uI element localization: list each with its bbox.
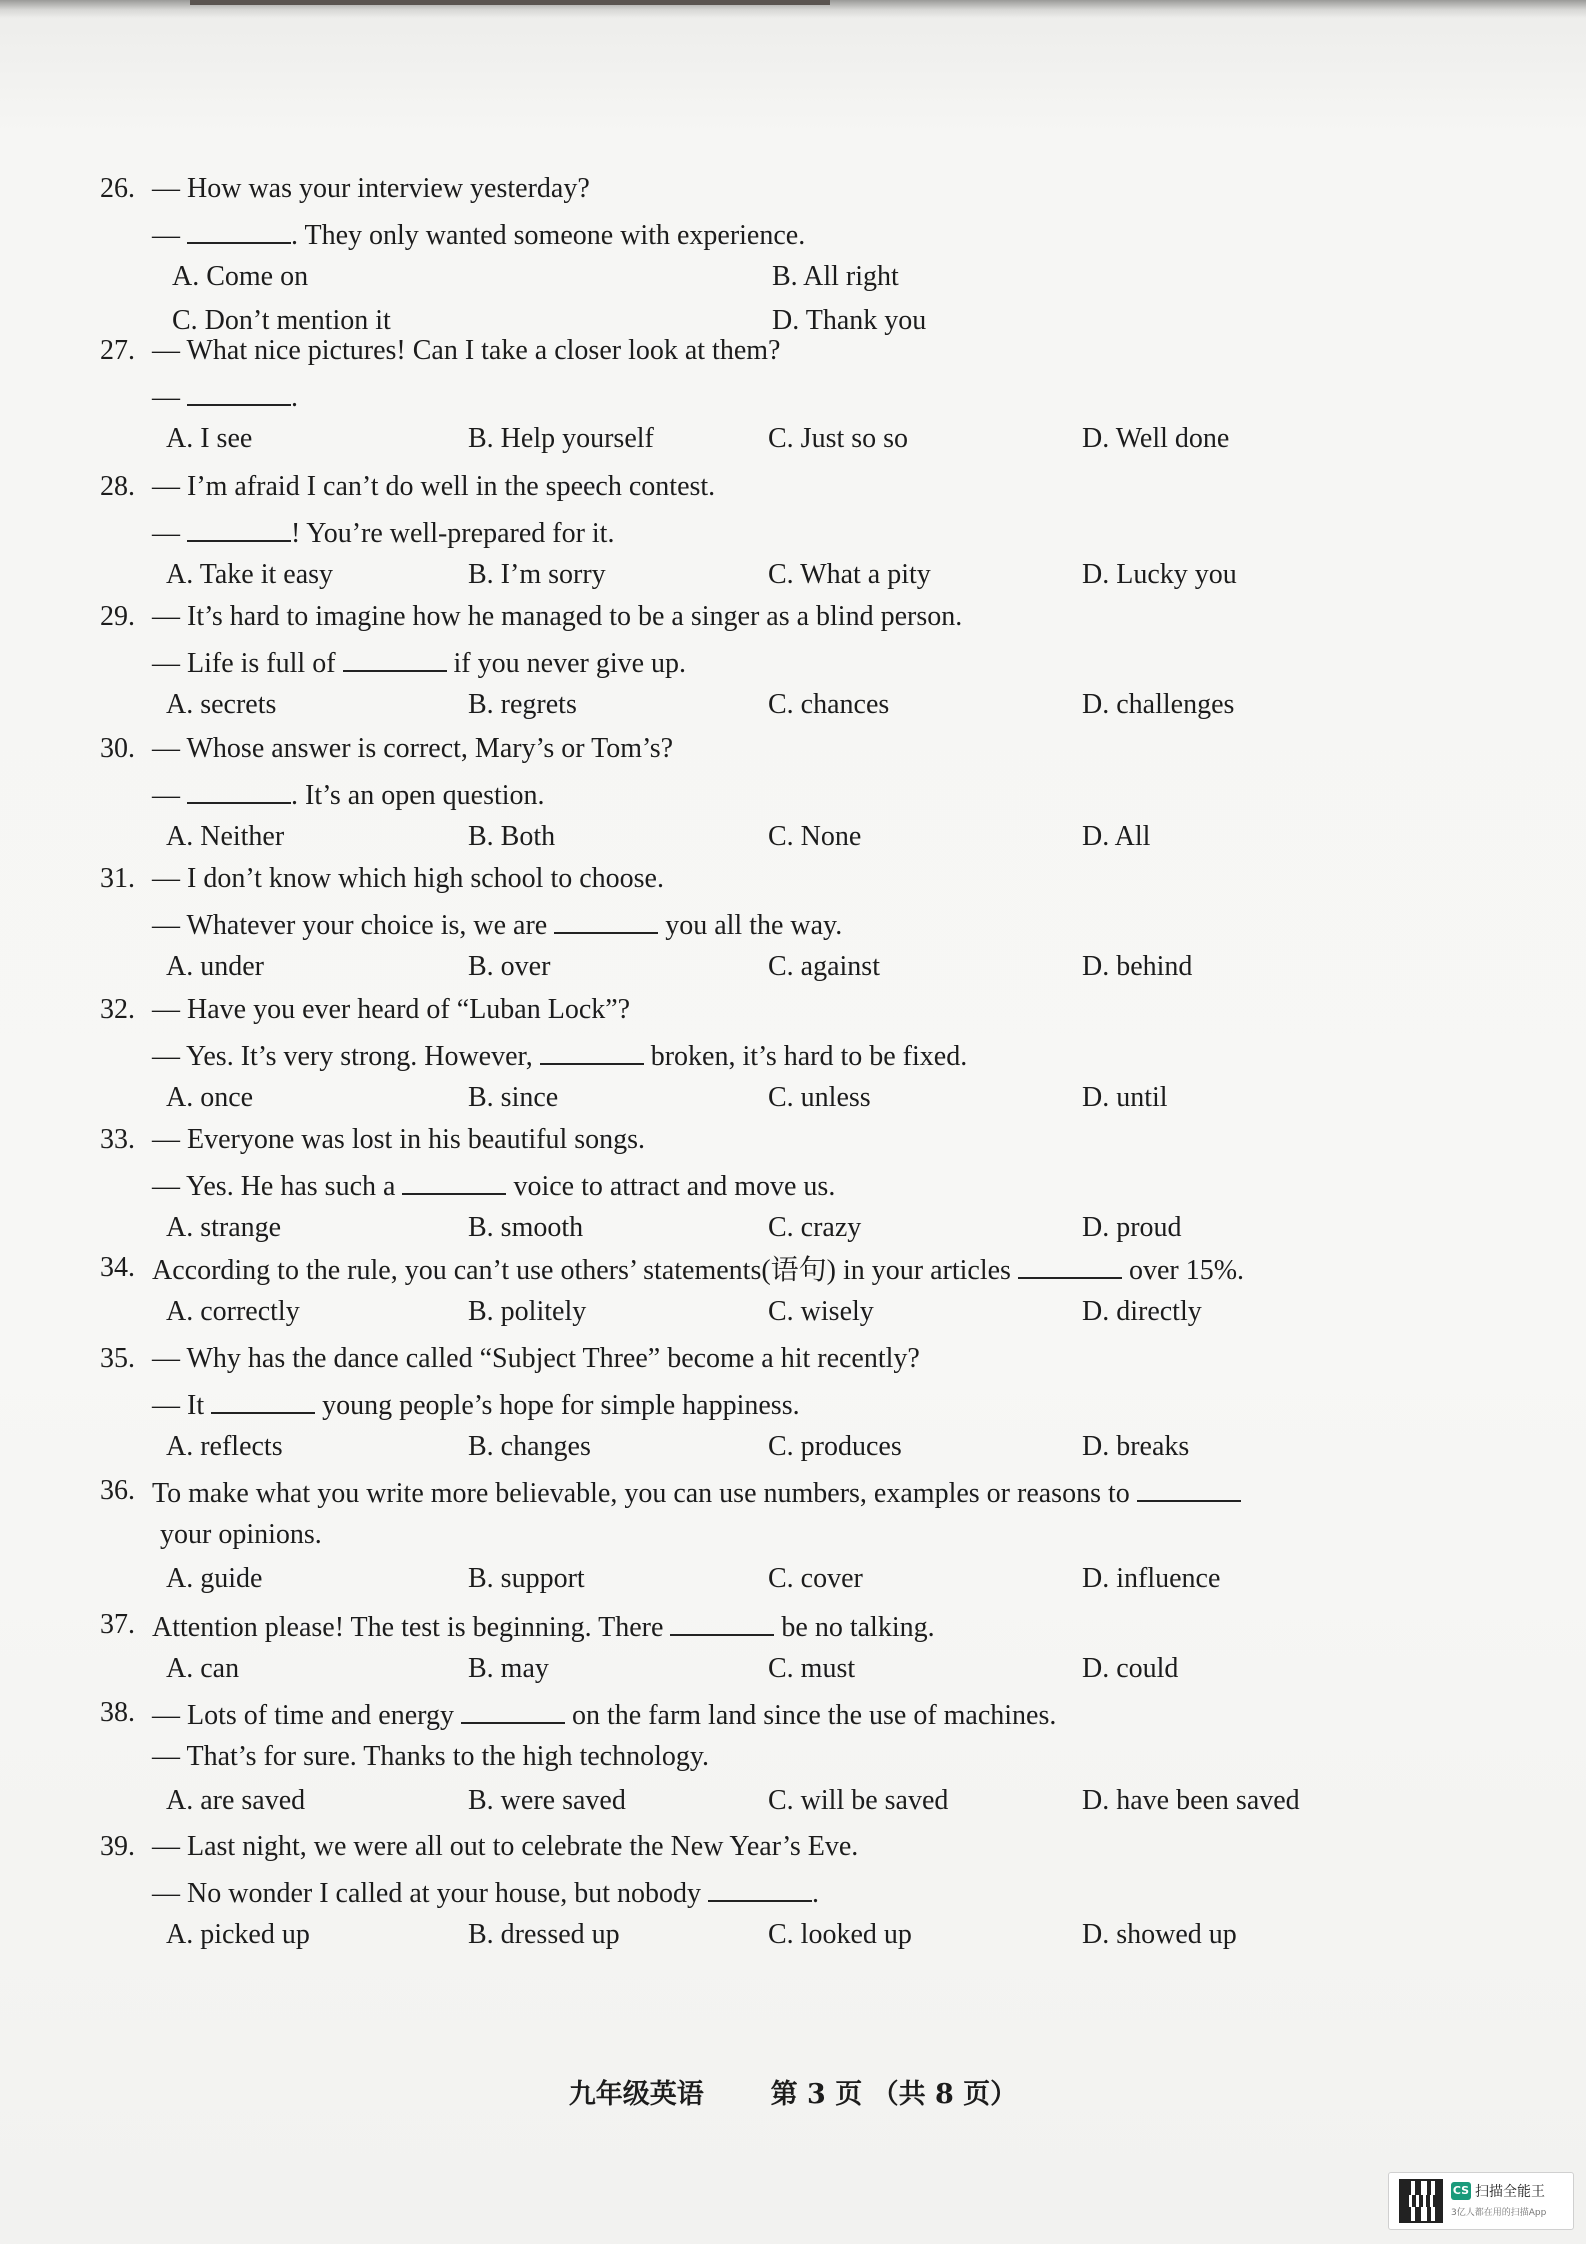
answer-blank[interactable] <box>402 1167 506 1195</box>
question-number: 39. <box>100 1831 135 1862</box>
answer-blank[interactable] <box>211 1386 315 1414</box>
option-a[interactable]: A. strange <box>166 1212 282 1243</box>
answer-blank[interactable] <box>187 216 291 244</box>
question-number: 33. <box>100 1124 135 1155</box>
question-number: 30. <box>100 733 135 764</box>
answer-blank[interactable] <box>1137 1474 1241 1502</box>
answer-blank[interactable] <box>461 1696 565 1724</box>
option-b[interactable]: B. smooth <box>468 1212 584 1243</box>
question-stem-line: Attention please! The test is beginning. There be no talking. <box>152 1608 935 1645</box>
question-stem-line: your opinions. <box>160 1519 322 1550</box>
option-a[interactable]: A. Take it easy <box>166 559 334 590</box>
answer-blank[interactable] <box>187 776 291 804</box>
question-stem-line: According to the rule, you can’t use others’ statements(语句) in your articles over 15%. <box>152 1251 1244 1288</box>
question-number: 37. <box>100 1609 135 1640</box>
option-b[interactable]: B. politely <box>468 1296 587 1327</box>
question-stem-line: To make what you write more believable, you can use numbers, examples or reasons to <box>152 1474 1241 1511</box>
option-c[interactable]: C. produces <box>768 1431 902 1462</box>
question-stem-line: — I’m afraid I can’t do well in the speech contest. <box>152 471 716 502</box>
question-number: 31. <box>100 863 135 894</box>
option-b[interactable]: B. Help yourself <box>468 423 654 454</box>
option-d[interactable]: D. have been saved <box>1082 1785 1300 1816</box>
option-d[interactable]: D. Lucky you <box>1082 559 1237 590</box>
option-a[interactable]: A. secrets <box>166 689 277 720</box>
question-stem-line: — It young people’s hope for simple happiness. <box>152 1386 800 1423</box>
question-stem-line: — What nice pictures! Can I take a closer look at them? <box>152 335 781 366</box>
option-a[interactable]: A. reflects <box>166 1431 283 1462</box>
answer-blank[interactable] <box>554 906 658 934</box>
option-c[interactable]: C. looked up <box>768 1919 912 1950</box>
option-d[interactable]: D. Well done <box>1082 423 1230 454</box>
option-b[interactable]: B. since <box>468 1082 559 1113</box>
question-number: 38. <box>100 1697 135 1728</box>
question-stem-line: — Lots of time and energy on the farm land since the use of machines. <box>152 1696 1056 1733</box>
question-number: 27. <box>100 335 135 366</box>
option-c[interactable]: C. unless <box>768 1082 871 1113</box>
answer-blank[interactable] <box>187 378 291 406</box>
question-stem-line: — It’s hard to imagine how he managed to be a singer as a blind person. <box>152 601 963 632</box>
question-stem-line: — Everyone was lost in his beautiful songs. <box>152 1124 646 1155</box>
question-stem-line: — . <box>152 378 298 415</box>
option-b[interactable]: B. support <box>468 1563 585 1594</box>
option-b[interactable]: B. changes <box>468 1431 591 1462</box>
answer-blank[interactable] <box>708 1874 812 1902</box>
option-a[interactable]: A. can <box>166 1653 240 1684</box>
option-a[interactable]: A. picked up <box>166 1919 310 1950</box>
question-stem-line: — Yes. He has such a voice to attract and move us. <box>152 1167 835 1204</box>
option-a[interactable]: A. once <box>166 1082 254 1113</box>
option-a[interactable]: A. Come on <box>172 261 309 292</box>
option-d[interactable]: D. until <box>1082 1082 1168 1113</box>
option-b[interactable]: B. were saved <box>468 1785 626 1816</box>
option-d[interactable]: D. directly <box>1082 1296 1202 1327</box>
option-a[interactable]: A. correctly <box>166 1296 300 1327</box>
option-d[interactable]: D. breaks <box>1082 1431 1190 1462</box>
badge-title: 扫描全能王 <box>1475 2184 1545 2200</box>
option-a[interactable]: A. guide <box>166 1563 263 1594</box>
answer-blank[interactable] <box>1018 1251 1122 1279</box>
question-number: 35. <box>100 1343 135 1374</box>
question-stem-line: — I don’t know which high school to choose. <box>152 863 664 894</box>
option-d[interactable]: D. showed up <box>1082 1919 1237 1950</box>
option-d[interactable]: D. challenges <box>1082 689 1235 720</box>
question-stem-line: — Last night, we were all out to celebrate the New Year’s Eve. <box>152 1831 859 1862</box>
option-d[interactable]: D. Thank you <box>772 305 927 336</box>
option-c[interactable]: C. against <box>768 951 880 982</box>
qr-code-icon <box>1399 2179 1443 2223</box>
camscanner-badge[interactable] <box>1388 2172 1574 2230</box>
camscanner-logo-icon: CS <box>1451 2182 1471 2200</box>
answer-blank[interactable] <box>343 644 447 672</box>
option-c[interactable]: C. must <box>768 1653 856 1684</box>
badge-subtitle: 3亿人都在用的扫描App <box>1451 2208 1547 2218</box>
option-b[interactable]: B. All right <box>772 261 899 292</box>
question-stem-line: — . They only wanted someone with experience. <box>152 216 805 253</box>
answer-blank[interactable] <box>670 1608 774 1636</box>
option-b[interactable]: B. I’m sorry <box>468 559 606 590</box>
question-number: 28. <box>100 471 135 502</box>
question-stem-line: — Whose answer is correct, Mary’s or Tom’s? <box>152 733 674 764</box>
option-a[interactable]: A. I see <box>166 423 253 454</box>
option-a[interactable]: A. Neither <box>166 821 285 852</box>
option-a[interactable]: A. under <box>166 951 264 982</box>
option-c[interactable]: C. will be saved <box>768 1785 949 1816</box>
question-stem-line: — Yes. It’s very strong. However, broken, it’s hard to be fixed. <box>152 1037 967 1074</box>
option-d[interactable]: D. influence <box>1082 1563 1221 1594</box>
question-stem-line: — How was your interview yesterday? <box>152 173 590 204</box>
answer-blank[interactable] <box>187 514 291 542</box>
option-b[interactable]: B. Both <box>468 821 556 852</box>
option-d[interactable]: D. could <box>1082 1653 1179 1684</box>
option-c[interactable]: C. crazy <box>768 1212 862 1243</box>
question-stem-line: — Life is full of if you never give up. <box>152 644 686 681</box>
question-stem-line: — Why has the dance called “Subject Three” become a hit recently? <box>152 1343 920 1374</box>
option-d[interactable]: D. All <box>1082 821 1151 852</box>
option-c[interactable]: C. None <box>768 821 862 852</box>
page-footer <box>0 2072 1586 2111</box>
question-stem-line: — That’s for sure. Thanks to the high technology. <box>152 1741 710 1772</box>
option-b[interactable]: B. over <box>468 951 551 982</box>
answer-blank[interactable] <box>540 1037 644 1065</box>
option-c[interactable]: C. Don’t mention it <box>172 305 391 336</box>
question-number: 29. <box>100 601 135 632</box>
option-c[interactable]: C. cover <box>768 1563 863 1594</box>
question-stem-line: — . It’s an open question. <box>152 776 545 813</box>
option-b[interactable]: B. regrets <box>468 689 577 720</box>
question-stem-line: — Whatever your choice is, we are you all the way. <box>152 906 842 943</box>
footer-subject: 九年级英语 <box>568 2079 704 2110</box>
option-c[interactable]: C. Just so so <box>768 423 909 454</box>
question-number: 32. <box>100 994 135 1025</box>
question-stem-line: — No wonder I called at your house, but nobody . <box>152 1874 819 1911</box>
option-b[interactable]: B. may <box>468 1653 549 1684</box>
option-c[interactable]: C. wisely <box>768 1296 874 1327</box>
option-d[interactable]: D. behind <box>1082 951 1193 982</box>
option-c[interactable]: C. What a pity <box>768 559 931 590</box>
option-a[interactable]: A. are saved <box>166 1785 306 1816</box>
footer-page-number: 第 3 页 （共 8 页） <box>770 2079 1018 2110</box>
option-d[interactable]: D. proud <box>1082 1212 1182 1243</box>
question-number: 34. <box>100 1252 135 1283</box>
question-number: 36. <box>100 1475 135 1506</box>
option-c[interactable]: C. chances <box>768 689 890 720</box>
question-stem-line: — Have you ever heard of “Luban Lock”? <box>152 994 631 1025</box>
option-b[interactable]: B. dressed up <box>468 1919 620 1950</box>
question-number: 26. <box>100 173 135 204</box>
question-stem-line: — ! You’re well-prepared for it. <box>152 514 614 551</box>
